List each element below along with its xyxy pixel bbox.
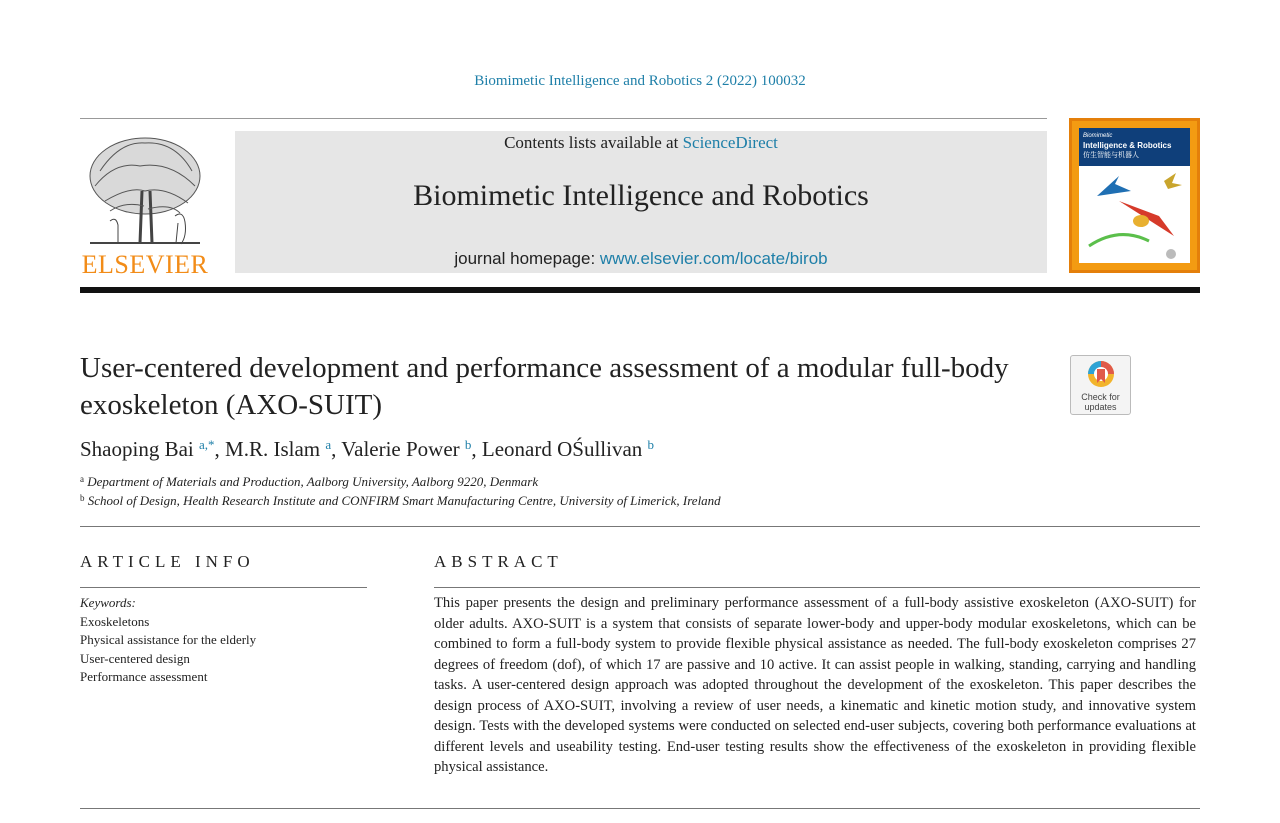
keywords-block: [80, 594, 380, 687]
abstract-heading: ABSTRACT: [434, 552, 563, 571]
journal-cover-thumbnail[interactable]: [1069, 118, 1200, 273]
keywords-label: Keywords:: [80, 595, 136, 610]
author-affiliation-mark[interactable]: b: [464, 437, 472, 452]
author-affiliation-mark[interactable]: a,*: [199, 437, 215, 452]
banner-bottom-rule: [80, 287, 1200, 293]
journal-banner: [235, 131, 1047, 273]
affiliation-a: [80, 474, 538, 490]
affiliation-key: a: [80, 474, 84, 484]
cover-line3: 仿生智能与机器人: [1083, 152, 1139, 159]
affiliation-text: Department of Materials and Production, Aalborg University, Aalborg 9220, Denmark: [87, 474, 539, 489]
cover-line1: Biomimetic: [1083, 133, 1113, 139]
keyword-item: Performance assessment: [80, 669, 208, 684]
sciencedirect-link[interactable]: ScienceDirect: [682, 133, 778, 152]
cover-header: [1079, 128, 1190, 166]
abstract-rule: [434, 587, 1200, 588]
section-divider: [80, 526, 1200, 527]
header-rule: [80, 118, 1047, 119]
crossmark-icon: [1086, 359, 1116, 391]
journal-title: Biomimetic Intelligence and Robotics: [413, 179, 869, 212]
homepage-prefix: journal homepage:: [454, 249, 600, 268]
affiliation-b: [80, 493, 721, 509]
contents-line: [235, 133, 1047, 153]
keyword-item: Exoskeletons: [80, 613, 150, 629]
contents-prefix: Contents lists available at: [504, 133, 683, 152]
bottom-rule: [80, 808, 1200, 809]
author-affiliation-mark[interactable]: b: [647, 437, 655, 452]
elsevier-wordmark: ELSEVIER: [81, 250, 209, 279]
author-name[interactable]: Valerie Power: [341, 437, 460, 461]
article-title: User-centered development and performance assessment of a modular full-body exoskeleton (AXO-SUIT): [80, 352, 1009, 421]
author-affiliation-mark[interactable]: a: [325, 437, 332, 452]
article-info-rule: [80, 587, 367, 588]
author-name[interactable]: Shaoping Bai: [80, 437, 194, 461]
article-info-heading: ARTICLE INFO: [80, 552, 255, 571]
cover-inner: [1079, 128, 1190, 263]
journal-homepage-link[interactable]: www.elsevier.com/locate/birob: [599, 249, 828, 268]
crossmark-label-line2: updates: [1084, 402, 1117, 412]
keyword-item: User-centered design: [80, 650, 190, 666]
author-name[interactable]: Leonard OŚullivan: [481, 437, 643, 461]
crossmark-label: [1071, 392, 1130, 412]
journal-reference[interactable]: Biomimetic Intelligence and Robotics 2 (2022) 100032: [474, 73, 806, 89]
author-name[interactable]: M.R. Islam: [225, 437, 321, 461]
keyword-item: Physical assistance for the elderly: [80, 632, 257, 647]
affiliation-key: b: [80, 493, 85, 503]
check-for-updates-button[interactable]: [1070, 355, 1131, 415]
crossmark-label-line1: Check for: [1081, 392, 1120, 402]
cover-line2: Intelligence & Robotics: [1083, 141, 1172, 150]
journal-homepage-line: [235, 249, 1047, 269]
cover-robots-illustration: [1079, 166, 1190, 266]
affiliation-text: School of Design, Health Research Institute and CONFIRM Smart Manufacturing Centre, University of Limerick, Ireland: [87, 493, 721, 508]
abstract-text: This paper presents the design and preliminary performance assessment of a full-body assistive exoskeleton (AXO-SUIT) for older adults. AXO-SUIT is a system that consists of separate lower-body and upper-body modular exoskeletons, which can be combined to form a full-body system to provide flexible physical assistance as needed. The full-body exoskeleton comprises 27 degrees of freedom (dof), of which 17 are passive and 10 active. It can assist people in walking, standing, carrying and handling tasks. A user-centered design approach was adopted throughout the development of the exoskeleton. This paper describes the design process of AXO-SUIT, involving a review of user needs, a kinematic and kinetic motion study, and innovative system design. Tests with the developed systems were conducted on selected end-user subjects, covering both performance evaluations at different levels and useability testing. End-user testing results show the effectiveness of the exoskeleton in providing flexible physical assistance.: [434, 595, 1196, 775]
author-list: Shaoping Bai $^{a,*}$, M.R. Islam $^a$, Valerie Power $^b$, Leonard OŚullivan $^b$: [80, 437, 655, 461]
